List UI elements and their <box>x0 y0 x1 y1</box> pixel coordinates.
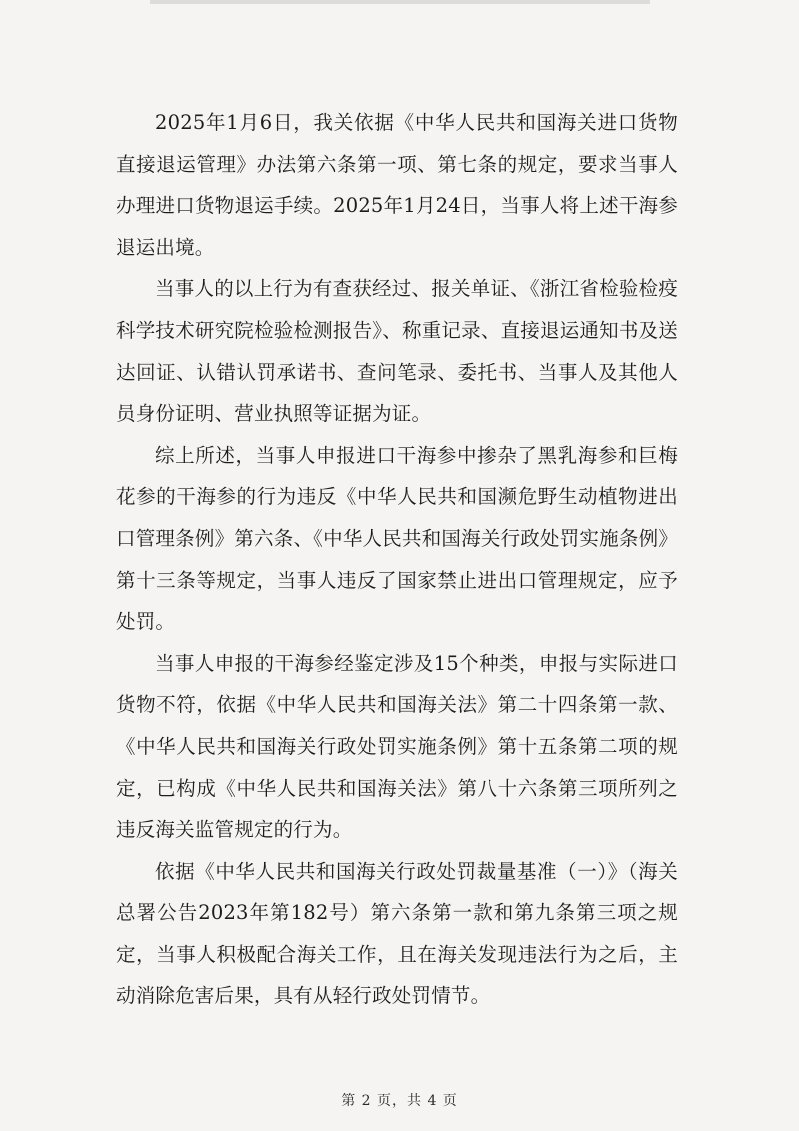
document-body <box>116 102 678 1017</box>
page-footer <box>0 1090 799 1110</box>
paragraph-evidence: 当事人的以上行为有查获经过、报关单证、《浙江省检验检疫科学技术研究院检验检测报告》、称重记录、直接退运通知书及送达回证、认错认罚承诺书、查问笔录、委托书、当事人及其他人员身份证明、营业执照等证据为证。 <box>116 277 678 426</box>
paragraph-mitigating-circumstances: 依据《中华人民共和国海关行政处罚裁量基准（一）》（海关总署公告2023年第182号）第六条第一款和第九条第三项之规定，当事人积极配合海关工作，且在海关发现违法行为之后，主动消除危害后果，具有从轻行政处罚情节。 <box>116 859 678 1008</box>
paragraph-return-shipment: 2025年1月6日，我关依据《中华人民共和国海关进口货物直接退运管理》办法第六条第一项、第七条的规定，要求当事人办理进口货物退运手续。2025年1月24日，当事人将上述干海参退运出境。 <box>116 111 678 259</box>
page-number-label: 第 2 页，共 4 页 <box>341 1093 458 1109</box>
paragraph-violation-summary: 综上所述，当事人申报进口干海参中掺杂了黑乳海参和巨梅花参的干海参的行为违反《中华人民共和国濒危野生动植物进出口管理条例》第六条、《中华人民共和国海关行政处罚实施条例》第十三条等规定，当事人违反了国家禁止进出口管理规定，应予处罚。 <box>116 443 678 634</box>
scan-edge-artifact <box>150 0 650 4</box>
paragraph-declaration-mismatch: 当事人申报的干海参经鉴定涉及15个种类，申报与实际进口货物不符，依据《中华人民共和国海关法》第二十四条第一款、《中华人民共和国海关行政处罚实施条例》第十五条第二项的规定，已构成《中华人民共和国海关法》第八十六条第三项所列之违反海关监管规定的行为。 <box>116 651 678 842</box>
